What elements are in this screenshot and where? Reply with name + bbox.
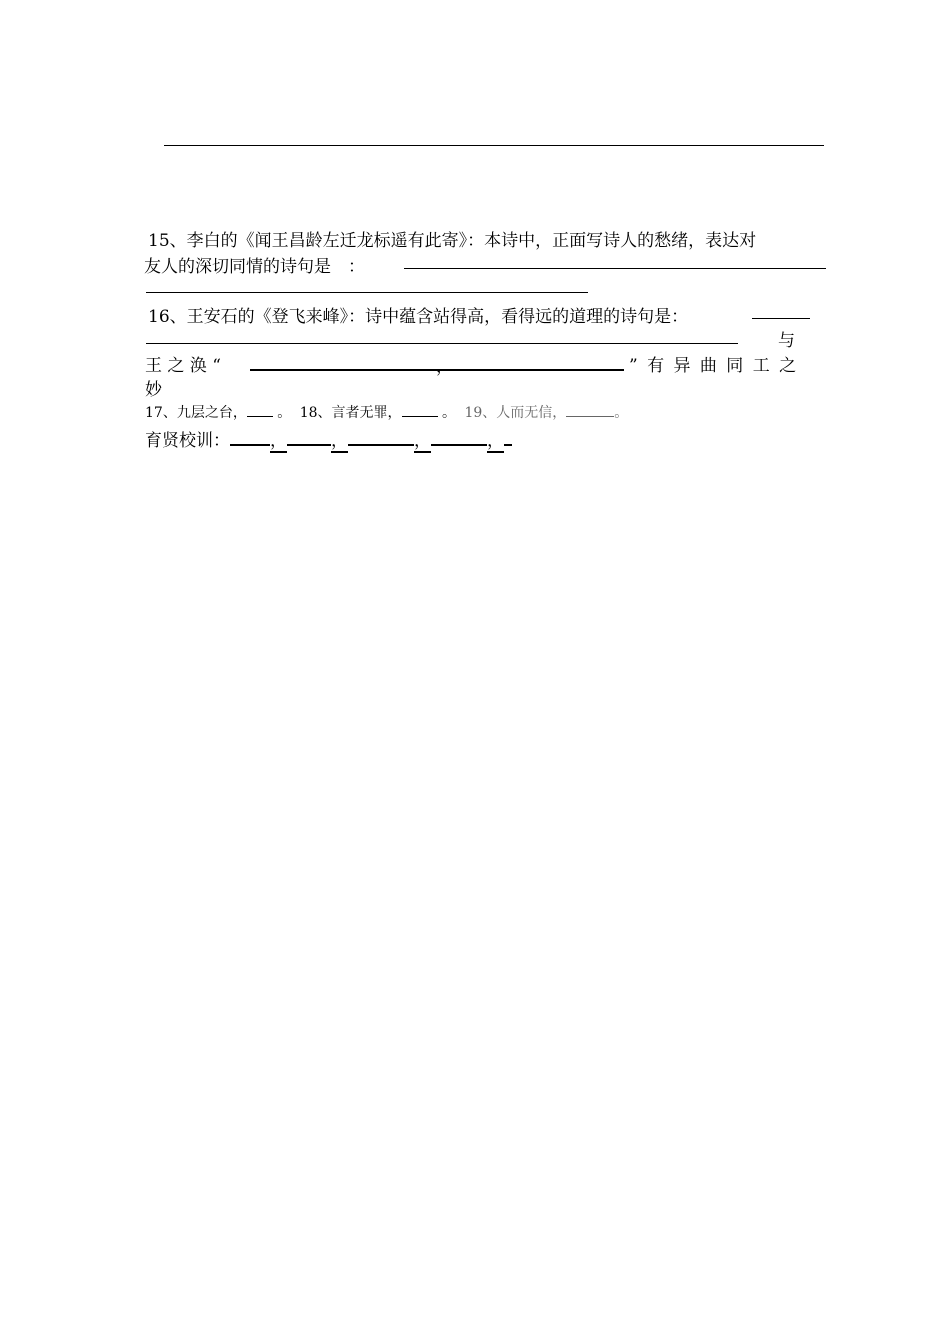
q17-19-line bbox=[145, 402, 628, 422]
q18-blank[interactable] bbox=[402, 402, 438, 417]
q17-blank[interactable] bbox=[247, 402, 273, 417]
motto-blank-3[interactable] bbox=[348, 430, 414, 446]
q15-answer-line-1[interactable] bbox=[404, 268, 826, 269]
motto-sep-1: ， bbox=[270, 431, 287, 451]
q16-answer-line-short[interactable] bbox=[752, 318, 810, 319]
q16-line1: 16、王安石的《登飞来峰》：诗中蕴含站得高，看得远的道理的诗句是： bbox=[148, 307, 689, 327]
q17-end: 。 bbox=[272, 405, 292, 421]
q16-answer-line-long[interactable] bbox=[146, 343, 738, 344]
q19-end: 。 bbox=[614, 405, 629, 421]
q19-text: 19、人而无信， bbox=[464, 405, 567, 421]
answer-line-top bbox=[164, 145, 824, 146]
q15-line2: 友人的深切同情的诗句是 ： bbox=[144, 257, 365, 277]
q16-yu-text: 与 bbox=[778, 331, 795, 351]
motto-blank-1[interactable] bbox=[230, 430, 270, 446]
motto-sep-2: ， bbox=[331, 431, 348, 451]
motto-label: 育贤校训： bbox=[145, 431, 230, 451]
q16-miao-text: 妙 bbox=[145, 380, 162, 400]
q19-blank[interactable] bbox=[566, 402, 614, 417]
q16-close-text: ” 有 异 曲 同 工 之 bbox=[629, 356, 799, 376]
motto-blank-5[interactable] bbox=[504, 430, 512, 446]
motto-blank-2[interactable] bbox=[287, 430, 331, 446]
q16-wang-text: 王 之 涣 “ bbox=[145, 356, 221, 376]
q18-end: 。 bbox=[437, 405, 457, 421]
motto-sep-4: ， bbox=[487, 431, 504, 451]
motto-sep-3: ， bbox=[414, 431, 431, 451]
q17-text: 17、九层之台， bbox=[145, 405, 247, 421]
q15-answer-line-2[interactable] bbox=[146, 292, 588, 293]
motto-line bbox=[145, 426, 512, 451]
q16-quote-comma: ， bbox=[436, 357, 453, 377]
q15-line1: 15、李白的《闻王昌龄左迁龙标遥有此寄》：本诗中，正面写诗人的愁绪，表达对 bbox=[148, 231, 757, 251]
q18-text: 18、言者无罪， bbox=[299, 405, 402, 421]
motto-blank-4[interactable] bbox=[431, 430, 487, 446]
